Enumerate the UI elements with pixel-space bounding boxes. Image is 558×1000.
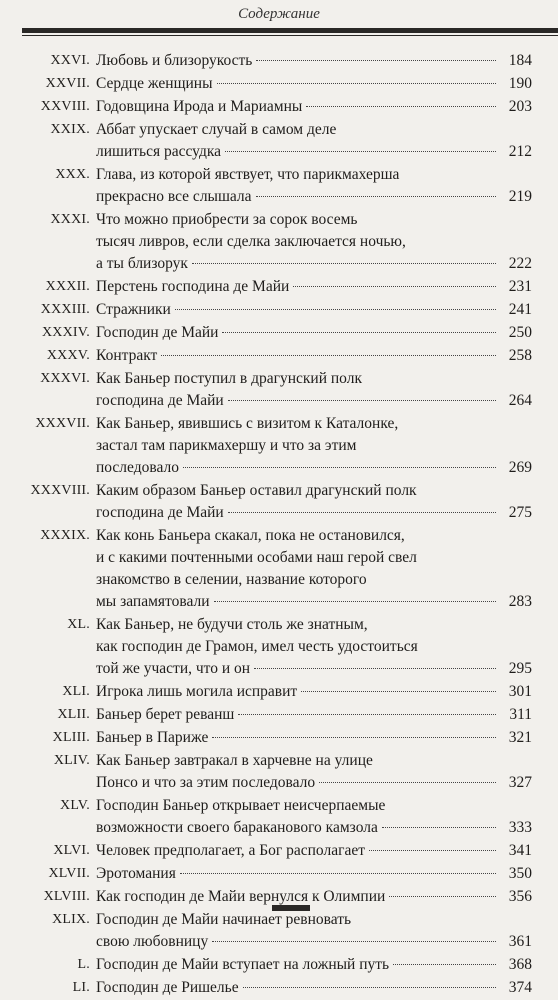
chapter-number: XXXII. <box>45 279 90 294</box>
chapter-number: XLIV. <box>53 753 90 768</box>
chapter-title-line: Господин де Майи вступает на ложный путь <box>96 956 390 973</box>
chapter-number: XXVII. <box>45 76 90 91</box>
header-rule-thick <box>22 28 558 33</box>
chapter-title-line: Глава, из которой явствует, что парикмахерша <box>96 166 400 183</box>
chapter-title-line: Баньер берет реванш <box>96 706 235 723</box>
dot-leader <box>306 106 496 107</box>
chapter-title-line: и с какими почтенными особами наш герой свел <box>96 549 417 566</box>
dot-leader <box>180 873 496 874</box>
dot-leader <box>217 83 496 84</box>
chapter-title-line: лишиться рассудка <box>96 143 222 160</box>
chapter-number: XXXVII. <box>35 416 90 431</box>
dot-leader <box>228 512 496 513</box>
toc-entry[interactable] <box>0 413 558 479</box>
chapter-number: XLIII. <box>52 730 90 745</box>
toc-list <box>0 50 558 1000</box>
dot-leader <box>382 827 496 828</box>
dot-leader <box>225 151 496 152</box>
dot-leader <box>393 964 496 965</box>
chapter-title-line: Что можно приобрести за сорок восемь <box>96 211 358 228</box>
toc-entry[interactable] <box>0 614 558 680</box>
page-number: 203 <box>508 98 532 115</box>
dot-leader <box>389 896 496 897</box>
page-number: 356 <box>508 888 532 905</box>
toc-entry[interactable] <box>0 727 558 749</box>
dot-leader <box>175 309 496 310</box>
chapter-title-line: как господин де Грамон, имел честь удостоиться <box>96 638 418 655</box>
chapter-number: XLV. <box>60 798 90 813</box>
chapter-title-line: Понсо и что за этим последовало <box>96 774 316 791</box>
toc-entry[interactable] <box>0 322 558 344</box>
chapter-number: L. <box>77 957 90 972</box>
page-number: 301 <box>508 683 532 700</box>
chapter-number: XLIX. <box>52 912 90 927</box>
chapter-title-line: Господин де Майи начинает ревновать <box>96 911 352 928</box>
toc-entry[interactable] <box>0 863 558 885</box>
toc-entry[interactable] <box>0 795 558 839</box>
dot-leader <box>212 737 496 738</box>
chapter-title-line: Каким образом Баньер оставил драгунский полк <box>96 482 417 499</box>
header-rule-thin <box>22 35 558 36</box>
chapter-title-line: тысяч ливров, если сделка заключается ночью, <box>96 233 406 250</box>
chapter-title-line: Стражники <box>96 301 171 318</box>
page-header-title: Содержание <box>238 6 320 22</box>
chapter-title-line: знакомство в селении, название которого <box>96 571 367 588</box>
page-number: 311 <box>509 706 532 723</box>
dot-leader <box>301 691 496 692</box>
toc-entry[interactable] <box>0 480 558 524</box>
page-number: 222 <box>508 255 532 272</box>
dot-leader <box>254 668 496 669</box>
page-number: 321 <box>508 729 532 746</box>
chapter-title-line: Как господин де Майи вернулся к Олимпии <box>96 888 386 905</box>
chapter-number: XXXI. <box>50 212 90 227</box>
page-number: 327 <box>508 774 532 791</box>
page-number: 361 <box>508 933 532 950</box>
page-number: 212 <box>508 143 532 160</box>
page-number: 283 <box>508 593 532 610</box>
chapter-title-line: Перстень господина де Майи <box>96 278 290 295</box>
chapter-title-line: той же участи, что и он <box>96 660 251 677</box>
dot-leader <box>369 850 496 851</box>
dot-leader <box>256 196 496 197</box>
chapter-title-line: Баньер в Париже <box>96 729 209 746</box>
toc-entry[interactable] <box>0 977 558 999</box>
page-number: 190 <box>508 75 532 92</box>
dot-leader <box>238 714 496 715</box>
chapter-title-line: Игрока лишь могила исправит <box>96 683 298 700</box>
toc-entry[interactable] <box>0 96 558 118</box>
chapter-number: XLII. <box>57 707 90 722</box>
chapter-title-line: Господин Баньер открывает неисчерпаемые <box>96 797 386 814</box>
page-number: 258 <box>508 347 532 364</box>
dot-leader <box>161 355 496 356</box>
chapter-number: XL. <box>67 617 90 632</box>
toc-entry[interactable] <box>0 276 558 298</box>
chapter-title-line: Как Баньер, явившись с визитом к Каталонке, <box>96 415 399 432</box>
page-number: 184 <box>508 52 532 69</box>
toc-entry[interactable] <box>0 299 558 321</box>
page-number: 350 <box>508 865 532 882</box>
chapter-number: XXXVI. <box>40 371 90 386</box>
chapter-title-line: возможности своего бараканового камзола <box>96 819 378 836</box>
chapter-number: LI. <box>72 980 90 995</box>
chapter-number: XXXV. <box>46 348 90 363</box>
chapter-title-line: Любовь и близорукость <box>96 52 253 69</box>
toc-entry[interactable] <box>0 50 558 72</box>
page-number: 368 <box>508 956 532 973</box>
toc-entry[interactable] <box>0 164 558 208</box>
toc-entry[interactable] <box>0 909 558 953</box>
dot-leader <box>212 941 496 942</box>
dot-leader <box>222 332 496 333</box>
chapter-title-line: прекрасно все слышала <box>96 188 252 205</box>
dot-leader <box>214 601 497 602</box>
toc-entry[interactable] <box>0 704 558 726</box>
chapter-title-line: Как Баньер, не будучи столь же знатным, <box>96 616 368 633</box>
page-number: 250 <box>508 324 532 341</box>
footer-tab <box>272 905 310 911</box>
page-number: 241 <box>508 301 532 318</box>
page-number: 219 <box>508 188 532 205</box>
page-number: 295 <box>508 660 532 677</box>
dot-leader <box>228 400 496 401</box>
chapter-title-line: господина де Майи <box>96 392 224 409</box>
page-number: 341 <box>508 842 532 859</box>
chapter-number: XLVII. <box>48 866 90 881</box>
page-number: 275 <box>508 504 532 521</box>
toc-entry[interactable] <box>0 681 558 703</box>
chapter-title-line: а ты близорук <box>96 255 188 272</box>
chapter-title-line: Как Баньер поступил в драгунский полк <box>96 370 362 387</box>
dot-leader <box>319 782 496 783</box>
toc-entry[interactable] <box>0 840 558 862</box>
toc-entry[interactable] <box>0 73 558 95</box>
page-number: 264 <box>508 392 532 409</box>
chapter-title-line: Господин де Ришелье <box>96 979 239 996</box>
chapter-title-line: мы запамятовали <box>96 593 210 610</box>
toc-entry[interactable] <box>0 209 558 275</box>
page-number: 269 <box>508 459 532 476</box>
chapter-title-line: Господин де Майи <box>96 324 219 341</box>
dot-leader <box>243 987 496 988</box>
page-number: 374 <box>508 979 532 996</box>
dot-leader <box>183 467 496 468</box>
chapter-number: XLVIII. <box>43 889 90 904</box>
dot-leader <box>293 286 496 287</box>
chapter-number: XXXIV. <box>42 325 90 340</box>
chapter-title-line: Контракт <box>96 347 158 364</box>
chapter-title-line: Как Баньер завтракал в харчевне на улице <box>96 752 373 769</box>
toc-entry[interactable] <box>0 119 558 163</box>
chapter-number: XXXIII. <box>40 302 90 317</box>
chapter-title-line: Аббат упускает случай в самом деле <box>96 121 337 138</box>
toc-entry[interactable] <box>0 368 558 412</box>
toc-entry[interactable] <box>0 954 558 976</box>
chapter-title-line: застал там парикмахершу и что за этим <box>96 437 357 454</box>
dot-leader <box>192 263 496 264</box>
chapter-title-line: Сердце женщины <box>96 75 213 92</box>
chapter-number: XXX. <box>55 167 90 182</box>
dot-leader <box>256 60 496 61</box>
chapter-title-line: господина де Майи <box>96 504 224 521</box>
chapter-number: XXVI. <box>50 53 90 68</box>
chapter-number: XXXIX. <box>40 528 90 543</box>
chapter-number: XLVI. <box>53 843 90 858</box>
chapter-number: XXVIII. <box>40 99 90 114</box>
chapter-number: XXXVIII. <box>30 483 90 498</box>
page-number: 231 <box>508 278 532 295</box>
chapter-number: XXIX. <box>50 122 90 137</box>
chapter-title-line: Человек предполагает, а Бог располагает <box>96 842 365 859</box>
page-number: 333 <box>508 819 532 836</box>
chapter-title-line: Как конь Баньера скакал, пока не остановился, <box>96 527 405 544</box>
chapter-title-line: Годовщина Ирода и Мариамны <box>96 98 303 115</box>
chapter-title-line: свою любовницу <box>96 933 209 950</box>
chapter-title-line: последовало <box>96 459 179 476</box>
toc-entry[interactable] <box>0 525 558 613</box>
chapter-number: XLI. <box>62 684 90 699</box>
toc-entry[interactable] <box>0 750 558 794</box>
toc-entry[interactable] <box>0 345 558 367</box>
chapter-title-line: Эротомания <box>96 865 176 882</box>
